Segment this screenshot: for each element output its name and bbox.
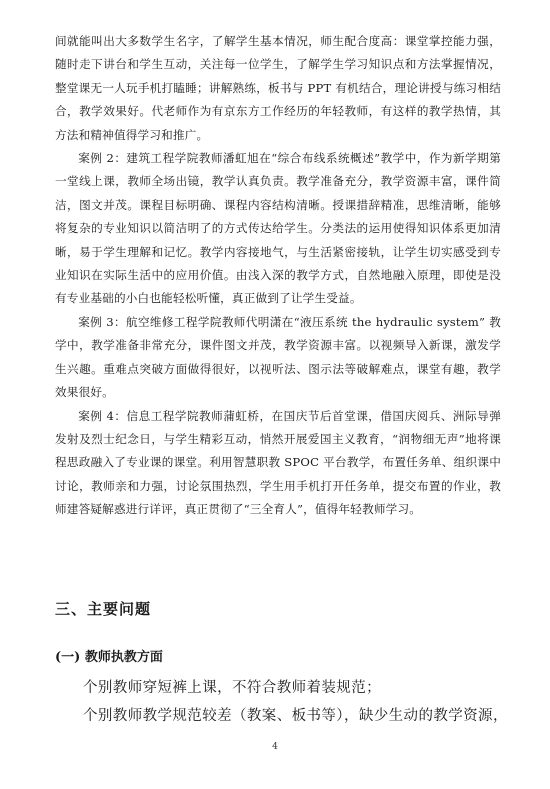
body-text (55, 30, 501, 522)
paragraph-case-4: 案例 4：信息工程学院教师蒲虹桥，在国庆节后首堂课，借国庆阅兵、洲际导弹发射及烈士纪念日，与学生精彩互动，悄然开展爱国主义教育，“润物细无声”地将课程思政融入了专业课的课堂。利用智慧职教 SPOC 平台教学，布置任务单、组织课中讨论，教师亲和力强，讨论氛围热烈，学生用手机打开任务单，提交布置的作业，教师建答疑解惑进行详评，真正贯彻了“三全育人”，值得年轻教师学习。 (55, 408, 501, 517)
issue-line-2: 个别教师教学规范较差（教案、板书等），缺少生动的教学资源， (83, 708, 508, 724)
paragraph-continued: 间就能叫出大多数学生名字，了解学生基本情况，师生配合度高：课堂掌控能力强，随时走下讲台和学生互动，关注每一位学生，了解学生学习知识点和方法掌握情况，整堂课无一人玩手机打瞌睡；讲解熟练，板书与 PPT 有机结合，理论讲授与练习相结合，教学效果好。代老师作为有京东方工作经历的年轻教师，有这样的教学热情，其方法和精神值得学习和推广。 (55, 34, 501, 142)
issue-line-1: 个别教师穿短裤上课，不符合教师着装规范； (83, 680, 381, 696)
page-number: 4 (272, 742, 278, 752)
subsection-heading: (一) 教师执教方面 (55, 650, 163, 665)
paragraph-case-3: 案例 3：航空维修工程学院教师代明潇在“液压系统 the hydraulic system” 教学中，教学准备非常充分，课件图文并茂，教学资源丰富。以视频导入新课，激发学生兴趣。重难点突破方面做得很好，以视听法、图示法等破解难点，课堂有趣，教学效果很好。 (55, 314, 501, 400)
section-heading: 三、主要问题 (55, 600, 152, 618)
paragraph-case-2: 案例 2：建筑工程学院教师潘虹旭在“综合布线系统概述”教学中，作为新学期第一堂线上课，教师全场出镜，教学认真负责。教学准备充分，教学资源丰富，课件简洁，图文并茂。课程目标明确、课程内容结构清晰。授课措辞精准，思维清晰，能够将复杂的专业知识以简洁明了的方式传达给学生。分类法的运用使得知识体系更加清晰，易于学生理解和记忆。教学内容接地气，与生活紧密接轨，让学生切实感受到专业知识在实际生活中的应用价值。由浅入深的教学方式，自然地融入原理，即使是没有专业基础的小白也能轻松听懂，真正做到了让学生受益。 (55, 151, 501, 306)
